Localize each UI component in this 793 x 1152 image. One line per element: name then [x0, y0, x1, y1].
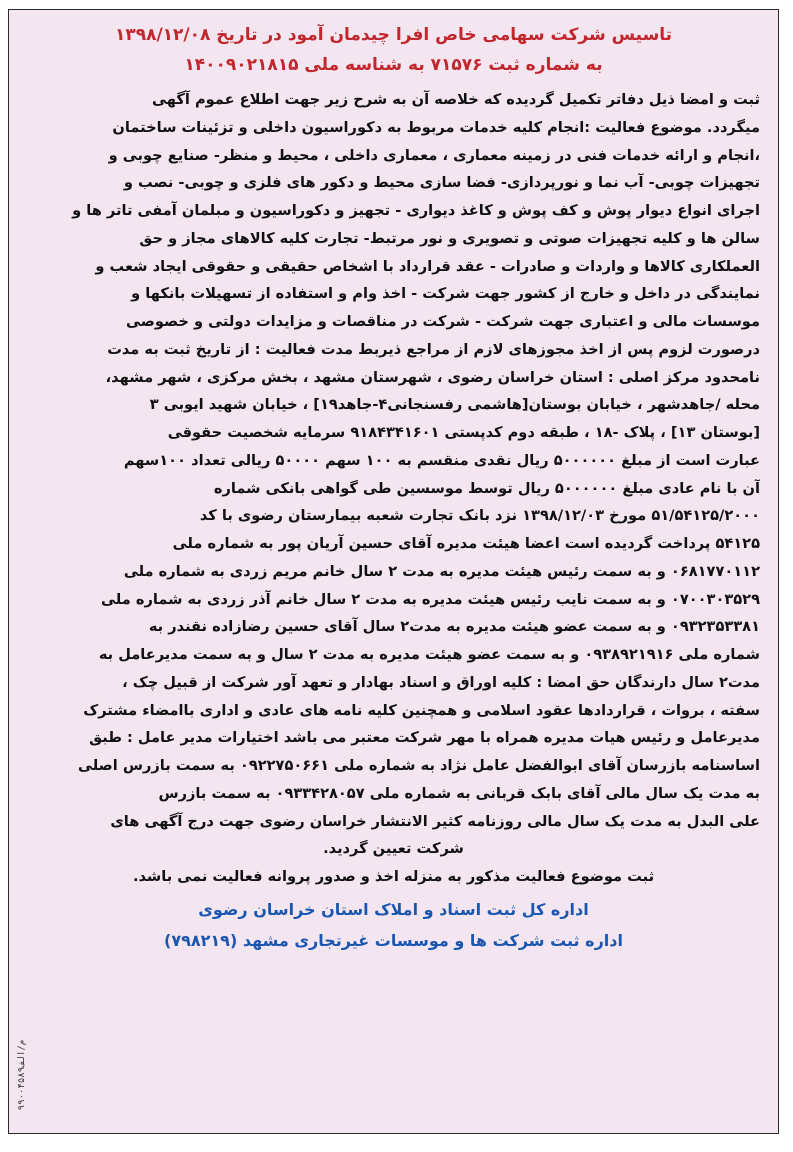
body-line: ۵۱/۵۴۱۲۵/۲۰۰۰ مورخ ۱۳۹۸/۱۲/۰۳ نزد بانک تجارت شعبه بیمارستان رضوی با کد — [199, 507, 760, 525]
body-line: نامحدود مرکز اصلی : استان خراسان رضوی ، شهرستان مشهد ، بخش مرکزی ، شهر مشهد، — [105, 368, 760, 386]
footer-office-line-1: اداره کل ثبت اسناد و املاک استان خراسان رضوی — [198, 899, 589, 919]
notice-body — [27, 86, 760, 891]
body-line: محله /جاهدشهر ، خیابان بوستان[هاشمی رفسنجانی۴-جاهد۱۹] ، خیابان شهید ایوبی ۳ — [149, 396, 760, 414]
body-line: سالن ها و کلیه تجهیزات صوتی و تصویری و نور مرتبط- تجارت کلیه کالاهای مجاز و حق — [139, 229, 760, 247]
body-line: مدت۲ سال دارندگان حق امضا : کلیه اوراق و اسناد بهادار و تعهد آور شرکت از قبیل چک ، — [122, 673, 760, 691]
body-line: شماره ملی ۰۹۳۸۹۲۱۹۱۶ و به سمت عضو هیئت مدیره به مدت ۲ سال و به سمت مدیرعامل به — [98, 646, 760, 663]
body-line: [بوستان ۱۳] ، پلاک -۱۸ ، طبقه دوم کدپستی ۹۱۸۴۳۴۱۶۰۱ سرمایه شخصیت حقوقی — [167, 424, 760, 441]
body-line: اساسنامه بازرسان آقای ابوالفضل عامل نژاد به شماره ملی ۰۹۲۲۷۵۰۶۶۱ به سمت بازرس اصلی — [77, 757, 760, 774]
body-line: ۰۷۰۰۳۰۳۵۲۹ و به سمت نایب رئیس هیئت مدیره به مدت ۲ سال خانم آذر زردی به شماره ملی — [101, 590, 760, 608]
body-line: شرکت تعیین گردید. — [323, 840, 464, 858]
body-line: ،انجام و ارائه خدمات فنی در زمینه معماری ، معماری داخلی ، محیط و منظر- صنایع چوبی و — [108, 146, 760, 164]
body-line: میگردد. موضوع فعالیت :انجام کلیه خدمات مربوط به دکوراسیون داخلی و تزئینات ساختمان — [112, 118, 760, 136]
body-line: العملکاری کالاها و واردات و صادرات - عقد قرارداد با اشخاص حقیقی و حقوقی ایجاد شعب و — [95, 257, 760, 275]
notice-title-line-2: به شماره ثبت ۷۱۵۷۶ به شناسه ملی ۱۴۰۰۹۰۲۱۸۱۵ — [184, 55, 603, 75]
body-line: تجهیزات چوبی- آب نما و نورپردازی- فضا سازی محیط و دکور های فلزی و چوبی- نصب و — [123, 174, 760, 192]
body-line: ثبت موضوع فعالیت مذکور به منزله اخذ و صدور پروانه فعالیت نمی باشد. — [132, 868, 655, 885]
body-line: ۰۹۳۲۳۵۳۳۸۱ و به سمت عضو هیئت مدیره به مدت۲ سال آقای حسین رضازاده نقندر به — [148, 618, 760, 636]
body-line: علی البدل به مدت یک سال مالی روزنامه کثیر الانتشار خراسان رضوی جهت درج آگهی های — [110, 812, 760, 830]
registration-notice — [8, 9, 779, 1134]
body-line: سفته ، بروات ، قراردادها عقود اسلامی و همچنین کلیه نامه های عادی و اداری باامضاء مشترک — [83, 701, 760, 719]
body-line: اجرای انواع دیوار پوش و کف پوش و کاغذ دیواری - تجهیز و دکوراسیون و مبلمان آمفی تاتر ها و — [72, 202, 760, 219]
notice-title-line-1: تاسیس شرکت سهامی خاص افرا چیدمان آمود در تاریخ ۱۳۹۸/۱۲/۰۸ — [114, 25, 673, 45]
body-line: موسسات مالی و اعتباری جهت شرکت - شرکت در مناقصات و مزایدات دولتی و خصوصی — [126, 313, 760, 330]
body-line: ۰۶۸۱۷۷۰۱۱۲ و به سمت رئیس هیئت مدیره به مدت ۲ سال خانم مریم زردی به شماره ملی — [123, 562, 760, 580]
footer-office-line-2: اداره ثبت شرکت ها و موسسات غیرتجاری مشهد (۷۹۸۲۱۹) — [164, 930, 623, 950]
body-line: ۵۴۱۲۵ پرداخت گردیده است اعضا هیئت مدیره آقای حسین آریان پور به شماره ملی — [172, 535, 760, 552]
body-line: ثبت و امضا ذیل دفاتر تکمیل گردیده که خلاصه آن به شرح زیر جهت اطلاع عموم آگهی — [151, 91, 760, 108]
body-line: نمایندگی در داخل و خارج از کشور جهت شرکت - اخذ وام و استفاده از تسهیلات بانکها و — [131, 285, 760, 303]
body-line: درصورت لزوم پس از اخذ مجوزهای لازم از مراجع ذیربط مدت فعالیت : از تاریخ ثبت به مدت — [107, 340, 760, 358]
body-line: به مدت یک سال مالی آقای بابک قربانی به شماره ملی ۰۹۳۳۴۲۸۰۵۷ به سمت بازرس — [158, 784, 760, 802]
body-line: مدیرعامل و رئیس هیات مدیره همراه با مهر شرکت معتبر می باشد اختیارات مدیر عامل : طبق — [89, 729, 760, 747]
body-line: عبارت است از مبلغ ۵۰۰۰۰۰۰ ریال نقدی منقسم به ۱۰۰ سهم ۵۰۰۰۰ ریالی تعداد ۱۰۰سهم — [123, 451, 760, 469]
body-line: آن با نام عادی مبلغ ۵۰۰۰۰۰۰ ریال توسط موسسین طی گواهی بانکی شماره — [213, 479, 760, 497]
side-reference-code: ۹۹۰۰۴۵۸۹م/الف — [17, 1039, 28, 1111]
